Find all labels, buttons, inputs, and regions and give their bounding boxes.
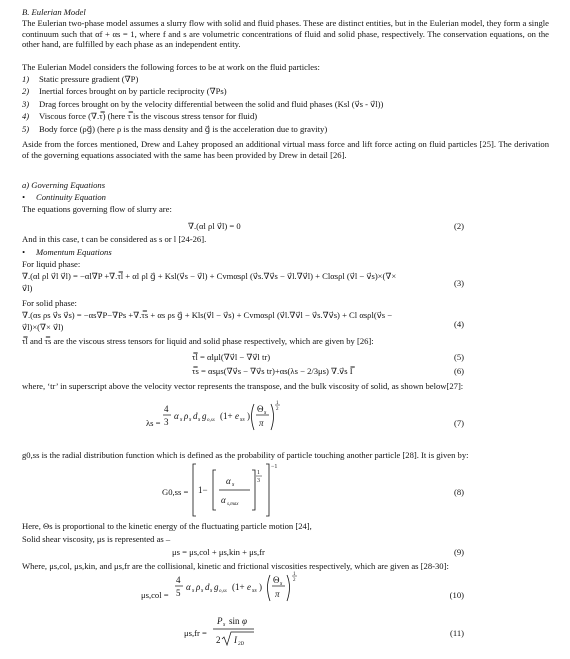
bullet-icon: • (22, 247, 26, 257)
continuity-heading-item (22, 192, 106, 203)
svg-text:s: s (201, 588, 204, 594)
equation-8-lhs: G0,ss = (162, 487, 189, 497)
momentum-heading-item (22, 247, 112, 258)
equation-6: τ̿s = αsμs(∇v⃗s − ∇v⃗s tr)+αs(λs − 2/3μs) ∇.v⃗s I̿ (192, 366, 353, 376)
svg-text:φ: φ (242, 616, 247, 626)
momentum-heading: Momentum Equations (36, 247, 112, 257)
force-number: 1) (22, 74, 30, 84)
svg-text:4: 4 (176, 575, 181, 585)
svg-text:d: d (205, 582, 210, 592)
svg-text:3: 3 (164, 417, 169, 427)
force-item (22, 124, 327, 135)
after-eq2-text: And in this case, t can be considered as s or l [24-26]. (22, 234, 207, 244)
svg-text:α: α (221, 495, 226, 505)
svg-text:−1: −1 (271, 464, 278, 470)
equation-11-lhs: μs,fr = (184, 628, 207, 638)
aside-paragraph: Aside from the forces mentioned, Drew and Lahey proposed an additional virtual mass force and lift force acting on fluid particles [25]. The derivation of the governing equations associated with the same has been provided by Drew in detail [26]. (22, 139, 549, 160)
svg-text:o,ss: o,ss (219, 589, 227, 594)
equation-10-number: (10) (449, 590, 464, 600)
svg-text:ss: ss (240, 417, 245, 423)
svg-text:1−: 1− (198, 485, 208, 495)
svg-text:4: 4 (164, 404, 169, 414)
svg-text:π: π (259, 418, 264, 428)
equation-3-number: (3) (453, 278, 464, 288)
solid-label: For solid phase: (22, 298, 77, 308)
svg-text:1: 1 (293, 572, 296, 577)
equation-9: μs = μs,col + μs,kin + μs,fr (172, 547, 265, 557)
bulk-viscosity-text: where, ‘tr’ in superscript above the velocity vector represents the transpose, and the bulk viscosity of solid, as shown below[27]: (22, 381, 464, 391)
svg-text:(1+: (1+ (232, 582, 245, 592)
force-text: Drag forces brought on by the velocity differential between the solid and fluid phases (Ksl (v⃗s - v⃗l)) (39, 98, 384, 109)
svg-text:s: s (189, 417, 192, 423)
equation-6-number: (6) (453, 366, 464, 376)
equation-11-graphic (212, 612, 272, 652)
liquid-label: For liquid phase: (22, 259, 81, 269)
solid-viscosity-text: Solid shear viscosity, μs is represented as – (22, 534, 171, 544)
svg-text:2D: 2D (238, 642, 245, 647)
svg-text:1: 1 (257, 470, 260, 476)
svg-text:s: s (210, 588, 213, 594)
svg-text:s: s (232, 482, 235, 488)
equation-5: τ̿l = αlμl(∇v⃗l − ∇v⃗l tr) (192, 352, 271, 362)
equation-7-lhs: λs = (146, 418, 161, 428)
equation-3-line-1: ∇.(αl ρl v⃗l v⃗l) = −αl∇P +∇.τ̿l + αl ρl g⃗ + Ksl(v⃗s − v⃗l) + Cvmαsρl (v⃗s.∇v⃗s − v⃗l.∇v⃗l) + Clαsρl (v⃗l − v⃗s)×(∇× (22, 271, 397, 281)
equation-9-number: (9) (453, 547, 464, 557)
force-text: Body force (ρg⃗) (here ρ is the mass density and g⃗ is the acceleration due to gravity) (39, 123, 328, 134)
svg-text:Θ: Θ (273, 575, 280, 585)
equation-10-graphic (174, 571, 310, 609)
continuity-heading: Continuity Equation (36, 192, 106, 202)
force-number: 2) (22, 86, 30, 97)
where-text: Where, μs,col, μs,kin, and μs,fr are the collisional, kinetic and frictional viscosities respectively, which are given as [28-30]: (22, 561, 449, 571)
svg-text:Θ: Θ (257, 404, 264, 414)
equation-2-number: (2) (453, 221, 464, 231)
force-text: Inertial forces brought on by particle reciprocity (∇Ps) (39, 86, 227, 97)
svg-text:ρ: ρ (196, 582, 201, 592)
svg-text:s: s (198, 417, 201, 423)
svg-text:ss: ss (252, 588, 257, 594)
tensors-text: τ̿l and τ̿s are the viscous stress tensors for liquid and solid phase respectively, which are given by [26]: (22, 336, 374, 346)
forces-lead: The Eulerian Model considers the following forces to be at work on the fluid particles: (22, 62, 320, 72)
svg-text:): ) (259, 582, 262, 592)
equation-10-lhs: μs,col = (141, 590, 169, 600)
equation-3-line-2: v⃗l) (22, 283, 33, 293)
force-number: 5) (22, 123, 30, 134)
force-number: 4) (22, 111, 30, 122)
equation-4-number: (4) (453, 319, 464, 329)
svg-text:e: e (247, 582, 251, 592)
force-item (22, 111, 257, 122)
continuity-lead: The equations governing flow of slurry are: (22, 204, 172, 214)
force-item (22, 86, 227, 97)
force-number: 3) (22, 98, 30, 109)
svg-text:2: 2 (216, 635, 221, 645)
governing-heading: a) Governing Equations (22, 180, 106, 190)
svg-text:α: α (186, 582, 191, 592)
force-item (22, 99, 383, 110)
section-heading: B. Eulerian Model (22, 7, 86, 17)
equation-5-number: (5) (453, 352, 464, 362)
svg-text:g: g (214, 582, 219, 592)
svg-text:(1+: (1+ (220, 411, 233, 421)
equation-4-line-1: ∇.(αs ρs v⃗s v⃗s) = −αs∇P−∇Ps +∇.τ̿s + αs ρs g⃗ + Kls(v⃗l − v⃗s) + Cvmαsρl (v⃗l.∇v⃗l − v⃗s.∇v⃗s) + Cl αsρl(v⃗s − (22, 310, 393, 320)
theta-text: Here, Θs is proportional to the kinetic energy of the fluctuating particle motion [24], (22, 521, 312, 531)
svg-text:2: 2 (293, 578, 296, 583)
intro-paragraph: The Eulerian two-phase model assumes a slurry flow with solid and fluid phases. These are distinct entities, but in the Eulerian model, they form a single continuum such that αf + αs = 1, where f and s are volumetric concentrations of fluid and solid phase, respectively. The conservation equations, on the other hand, are fulfilled by each phase as an independent entity. (22, 18, 549, 50)
equation-7-number: (7) (453, 418, 464, 428)
svg-text:5: 5 (176, 588, 181, 598)
svg-text:1: 1 (276, 401, 279, 406)
g0-text: g0,ss is the radial distribution function which is defined as the probability of particle touching another particle [28]. It is given by: (22, 450, 469, 460)
svg-text:ρ: ρ (184, 411, 189, 421)
svg-text:s: s (180, 417, 183, 423)
force-item (22, 74, 138, 85)
svg-text:s: s (280, 581, 283, 587)
equation-11-number: (11) (450, 628, 464, 638)
equation-4-line-2: v⃗l)×(∇× v⃗l) (22, 322, 64, 332)
svg-text:s,max: s,max (227, 502, 239, 507)
svg-text:s: s (223, 622, 226, 628)
svg-text:3: 3 (257, 478, 260, 484)
svg-text:π: π (275, 589, 280, 599)
equation-7-graphic (162, 398, 282, 438)
equation-8-number: (8) (453, 487, 464, 497)
svg-text:2: 2 (276, 407, 279, 412)
force-text: Viscous force (∇.τ̿) (here τ̿ is the viscous stress tensor for fluid) (39, 111, 258, 122)
equation-2: ∇.(αl ρl v⃗l) = 0 (188, 221, 241, 231)
svg-text:α: α (226, 476, 231, 486)
svg-text:g: g (202, 411, 207, 421)
svg-text:I: I (234, 635, 237, 645)
svg-text:d: d (193, 411, 198, 421)
svg-text:α: α (174, 411, 179, 421)
svg-text:s: s (192, 588, 195, 594)
bullet-icon: • (22, 192, 26, 202)
svg-text:): ) (247, 411, 250, 421)
svg-text:e: e (235, 411, 239, 421)
svg-text:P: P (217, 616, 223, 626)
equation-8-graphic (192, 462, 282, 518)
force-text: Static pressure gradient (∇P) (39, 74, 139, 84)
svg-text:sin: sin (229, 616, 240, 626)
svg-text:s: s (264, 410, 267, 416)
svg-text:o,ss: o,ss (207, 418, 215, 423)
